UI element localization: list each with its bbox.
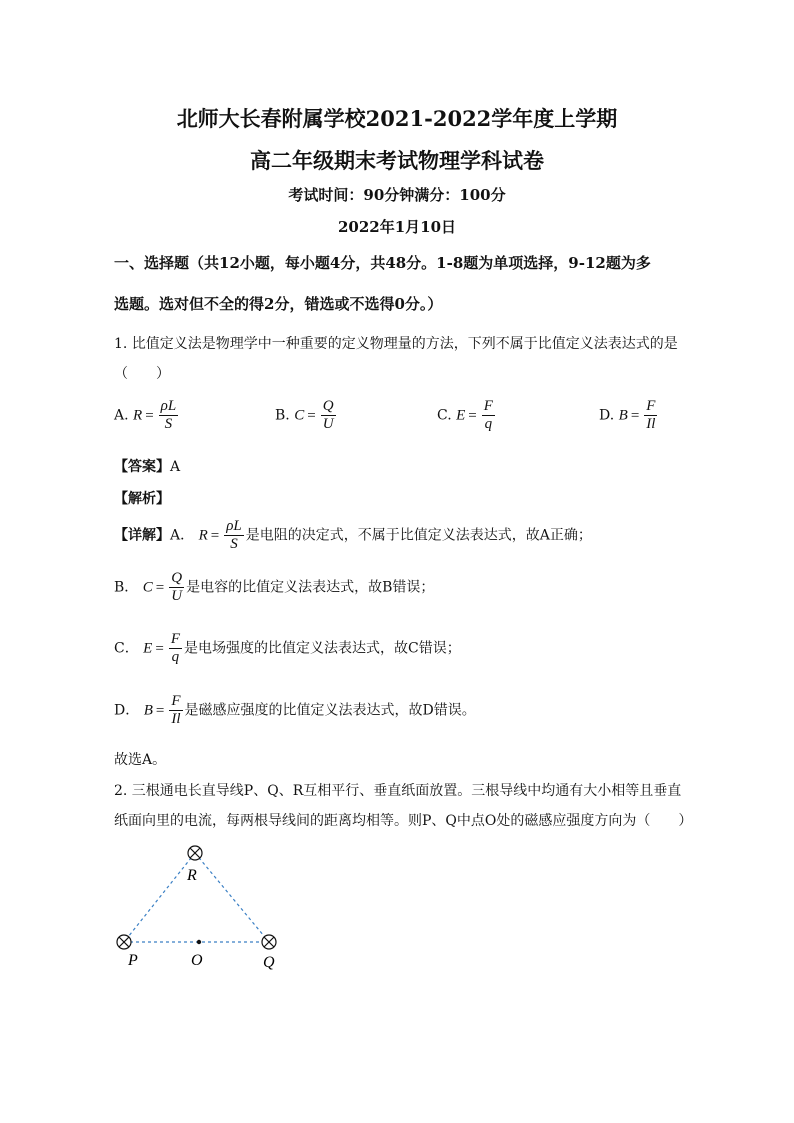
label-r: R <box>187 867 197 884</box>
edge-rq <box>195 853 269 942</box>
formula-fraction: $\frac{F}{q}$ <box>483 398 493 432</box>
q1-detail-c: C． E = $\frac{F}{q}$ 是电场强度的比值定义法表达式，故C错误； <box>114 631 461 665</box>
option-label: C. <box>437 407 452 424</box>
formula-fraction: $\frac{Q}{U}$ <box>171 570 183 604</box>
q1-option-d: D. B = $\frac{F}{Il}$ <box>599 398 656 432</box>
q1-detail-a: 【详解】A． R = $\frac{\rho L}{S}$ 是电阻的决定式，不属于比值定义法表达式，故A正确； <box>114 518 592 552</box>
formula-lhs: B <box>618 407 628 424</box>
formula-fraction: $\frac{\rho L}{S}$ <box>226 518 242 552</box>
q1-stem-line1: 1. 比值定义法是物理学中一种重要的定义物理量的方法，下列不属于比值定义法表达式的是 <box>114 336 678 352</box>
q1-option-b: B. C = $\frac{Q}{U}$ <box>275 398 334 432</box>
formula-fraction: $\frac{\rho L}{S}$ <box>160 398 177 432</box>
formula-lhs: R <box>133 407 143 424</box>
option-label: D. <box>599 407 615 424</box>
answer-tag: 【答案】 <box>114 459 170 475</box>
edge-rp <box>124 853 195 942</box>
wire-q-into-page-icon <box>262 935 276 949</box>
q2-stem-line2: 纸面向里的电流，每两根导线间的距离均相等。则P、Q中点O处的磁感应强度方向为（ ） <box>114 813 693 829</box>
formula-fraction: $\frac{Q}{U}$ <box>322 398 334 432</box>
exam-date: 2022年1月10日 <box>337 218 457 236</box>
formula-lhs: E <box>456 407 466 424</box>
q1-analysis-tag: 【解析】 <box>114 491 170 507</box>
document-subtitle: 高二年级期末考试物理学科试卷 <box>250 148 544 173</box>
label-o: O <box>191 952 203 969</box>
section-heading-line2: 选题。选对但不全的得2分，错选或不选得0分。） <box>114 295 443 313</box>
formula-lhs: C <box>294 407 305 424</box>
q1-conclusion: 故选A。 <box>114 752 167 768</box>
wire-p-into-page-icon <box>117 935 131 949</box>
detail-tag: 【详解】 <box>114 527 170 544</box>
wire-triangle-diagram <box>105 838 295 973</box>
q1-option-c: C. E = $\frac{F}{q}$ <box>437 398 493 432</box>
label-q: Q <box>263 954 275 971</box>
q1-detail-d: D． B = $\frac{F}{Il}$ 是磁感应强度的比值定义法表达式，故D错误。 <box>114 693 476 727</box>
document-title: 北师大长春附属学校2021-2022学年度上学期 <box>176 106 618 131</box>
q1-detail-b: B． C = $\frac{Q}{U}$ 是电容的比值定义法表达式，故B错误； <box>114 570 435 604</box>
midpoint-o-dot <box>197 940 201 944</box>
section-heading-line1: 一、选择题（共12小题，每小题4分，共48分。1-8题为单项选择，9-12题为多 <box>114 254 651 272</box>
option-label: A. <box>114 407 129 424</box>
formula-fraction: $\frac{F}{Il}$ <box>171 693 181 727</box>
q2-stem-line1: 2. 三根通电长直导线P、Q、R互相平行、垂直纸面放置。三根导线中均通有大小相等且垂直 <box>114 783 682 799</box>
formula-fraction: $\frac{F}{Il}$ <box>646 398 656 432</box>
option-label: B. <box>275 407 290 424</box>
label-p: P <box>128 952 138 969</box>
q1-answer <box>114 456 180 476</box>
q1-option-a: A. R = $\frac{\rho L}{S}$ <box>114 398 177 432</box>
q1-stem-line2: （ ） <box>114 366 170 382</box>
answer-value: A <box>170 459 181 475</box>
wire-r-into-page-icon <box>188 846 202 860</box>
exam-info: 考试时间：90分钟满分：100分 <box>288 186 506 204</box>
formula-fraction: $\frac{F}{q}$ <box>170 631 180 665</box>
